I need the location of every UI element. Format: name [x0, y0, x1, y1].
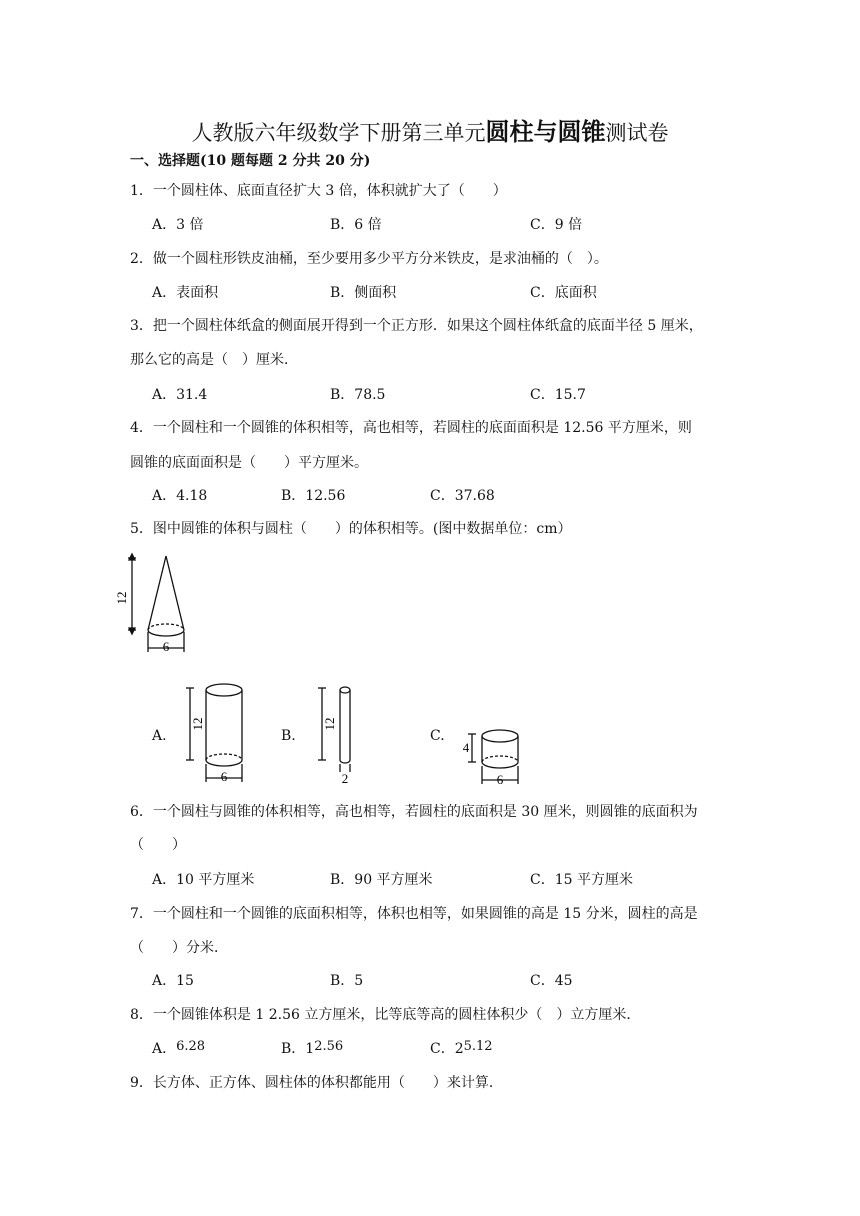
cyl-a-height-label: 12: [190, 717, 205, 731]
q8-option-a: [152, 1038, 205, 1058]
q8-option-a-value: 6.28: [176, 1039, 206, 1054]
q7-option-a: A．15: [152, 973, 194, 989]
q5-option-b: B.: [281, 728, 296, 744]
question-7-line2: （ ）分米．: [130, 940, 228, 956]
q3-option-a: A．31.4: [152, 387, 208, 403]
cone-diameter-label: 6: [162, 639, 170, 654]
cylinder-c-figure: [460, 722, 530, 788]
q3-option-c: C．15.7: [530, 387, 586, 403]
q7-option-c: C．45: [530, 973, 573, 989]
q7-option-b: B．5: [330, 973, 364, 989]
q8-option-c: [430, 1038, 493, 1058]
q2-option-c: C．底面积: [530, 285, 597, 301]
q4-option-a: A．4.18: [152, 488, 208, 504]
q8-option-a-label: A．: [152, 1041, 177, 1057]
q3-option-b: B．78.5: [330, 387, 386, 403]
q5-option-a: A.: [152, 728, 167, 744]
q6-option-b: B．90 平方厘米: [330, 872, 433, 888]
question-2: 2．做一个圆柱形铁皮油桶，至少要用多少平方分米铁皮，是求油桶的（ ）。: [130, 251, 608, 267]
question-6: 6．一个圆柱与圆锥的体积相等，高也相等，若圆柱的底面积是 30 厘米，则圆锥的底面积为: [130, 804, 698, 820]
cyl-a-diameter-label: 6: [220, 769, 228, 784]
question-7: 7．一个圆柱和一个圆锥的底面积相等，体积也相等，如果圆锥的高是 15 分米，圆柱的高是: [130, 906, 698, 922]
question-1: 1．一个圆柱体、底面直径扩大 3 倍，体积就扩大了（ ）: [130, 183, 507, 199]
q5-option-c: C.: [430, 728, 445, 744]
q2-option-b: B．侧面积: [330, 285, 397, 301]
title-part1: 人教版六年级数学下册第三单元: [191, 121, 486, 145]
page-title: [0, 112, 860, 147]
question-5: 5．图中圆锥的体积与圆柱（ ）的体积相等。(图中数据单位：cm）: [130, 521, 572, 537]
cyl-c-diameter-label: 6: [496, 772, 504, 787]
q2-option-a: A．表面积: [152, 285, 219, 301]
question-9: 9．长方体、正方体、圆柱体的体积都能用（ ）来计算．: [130, 1075, 503, 1091]
cylinder-b-figure: [312, 680, 362, 790]
q8-option-b-value: 2.56: [314, 1039, 344, 1054]
q8-option-b-label: B．1: [281, 1041, 315, 1057]
q4-option-b: B．12.56: [281, 488, 346, 504]
section-heading: 一、选择题(10 题每题 2 分共 20 分): [130, 153, 371, 169]
question-3-line2: 那么它的高是（ ）厘米．: [130, 352, 298, 368]
cyl-c-height-label: 4: [462, 740, 470, 755]
question-3: 3．把一个圆柱体纸盒的侧面展开得到一个正方形．如果这个圆柱体纸盒的底面半径 5 厘米，: [130, 318, 703, 334]
cyl-b-diameter-label: 2: [341, 771, 349, 786]
title-part3: 测试卷: [605, 121, 669, 145]
q1-option-c: C．9 倍: [530, 217, 583, 233]
q8-option-c-label: C．2: [430, 1041, 464, 1057]
q8-option-c-value: 5.12: [463, 1039, 493, 1054]
q8-option-b: [281, 1038, 343, 1058]
q6-option-c: C．15 平方厘米: [530, 872, 633, 888]
cyl-b-height-label: 12: [322, 717, 337, 731]
question-4: 4．一个圆柱和一个圆锥的体积相等，高也相等，若圆柱的底面面积是 12.56 平方厘米，则: [130, 420, 692, 436]
question-6-line2: （ ）: [130, 837, 186, 853]
title-part2: 圆柱与圆锥: [485, 118, 606, 146]
q6-option-a: A．10 平方厘米: [152, 872, 255, 888]
q4-option-c: C．37.68: [430, 488, 495, 504]
question-4-line2: 圆锥的底面面积是（ ）平方厘米。: [130, 455, 368, 471]
cone-figure: [114, 550, 210, 660]
cone-height-label: 12: [114, 591, 129, 605]
question-8: 8．一个圆锥体积是 1 2.56 立方厘米，比等底等高的圆柱体积少（ ）立方厘米．: [130, 1007, 641, 1023]
q1-option-b: B．6 倍: [330, 217, 382, 233]
q1-option-a: A．3 倍: [152, 217, 204, 233]
cylinder-a-figure: [180, 680, 250, 790]
